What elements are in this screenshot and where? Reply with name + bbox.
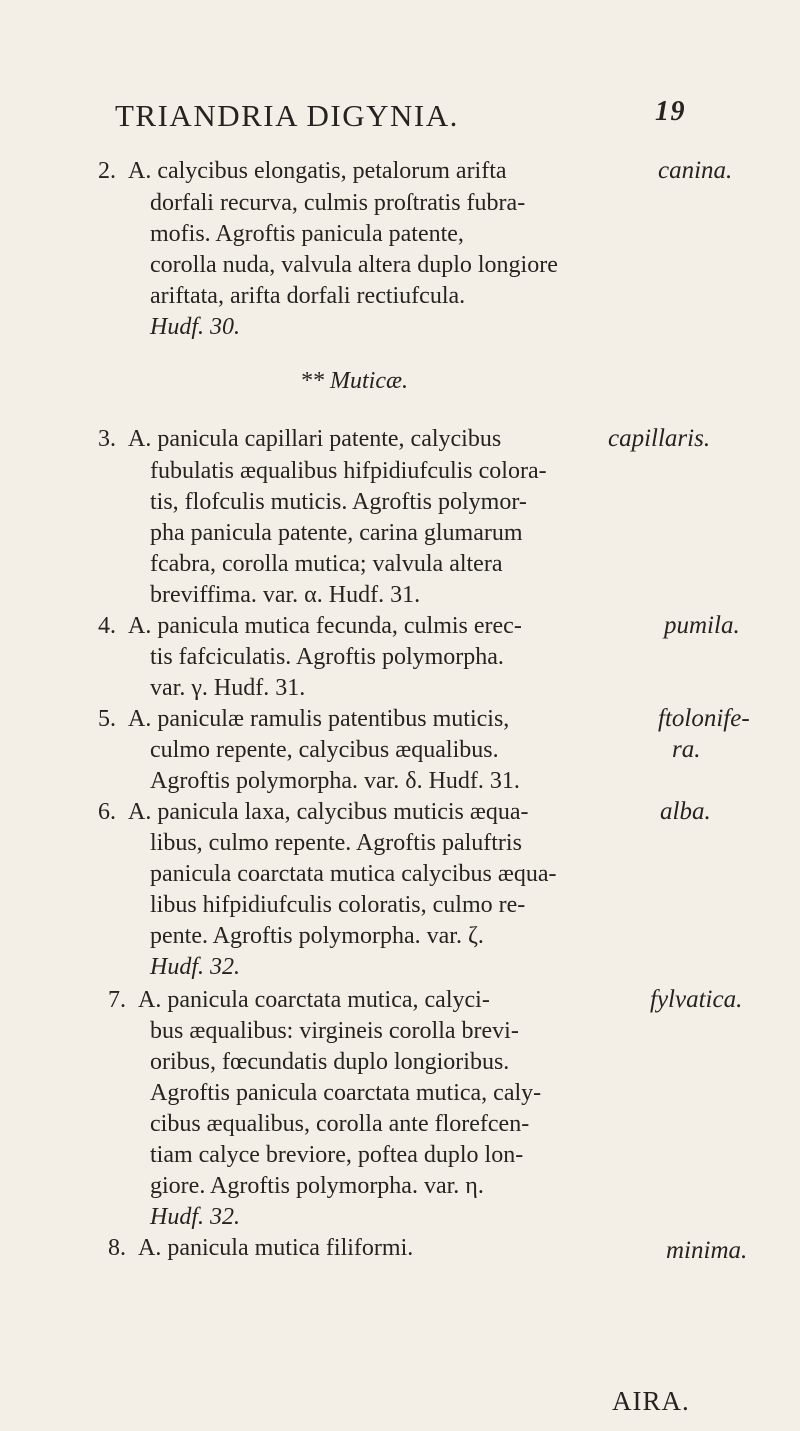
entry-line: A. panicula capillari patente, calycibus bbox=[128, 426, 502, 452]
species-name: pumila. bbox=[664, 612, 740, 639]
entry-line: A. paniculæ ramulis patentibus muticis, bbox=[128, 706, 510, 732]
entry-line: ariftata, arifta dorfali rectiufcula. bbox=[150, 283, 466, 309]
entry-line: mofis. Agroftis panicula patente, bbox=[150, 221, 464, 247]
section-heading: ** Muticæ. bbox=[300, 368, 408, 394]
entry-line: tis, flofculis muticis. Agroftis polymor- bbox=[150, 489, 527, 515]
entry-line: panicula coarctata mutica calycibus æqua- bbox=[150, 861, 557, 887]
entry-line: A. panicula mutica filiformi. bbox=[138, 1235, 414, 1261]
species-name: alba. bbox=[660, 798, 711, 825]
entry-line: fcabra, corolla mutica; valvula altera bbox=[150, 551, 503, 577]
entry-line: var. γ. Hudf. 31. bbox=[150, 675, 306, 701]
entry-number: 3. bbox=[98, 426, 116, 452]
entry-line: A. calycibus elongatis, petalorum arifta bbox=[128, 158, 507, 184]
entry-line: libus, culmo repente. Agroftis paluftris bbox=[150, 830, 522, 856]
entry-number: 5. bbox=[98, 706, 116, 732]
entry-line: A. panicula coarctata mutica, calyci- bbox=[138, 987, 490, 1013]
entry-line: culmo repente, calycibus æqualibus. bbox=[150, 737, 499, 763]
entry-line: giore. Agroftis polymorpha. var. η. bbox=[150, 1173, 484, 1199]
catchword: AIRA. bbox=[612, 1386, 690, 1416]
species-name: capillaris. bbox=[608, 425, 711, 452]
entry-number: 4. bbox=[98, 613, 116, 639]
running-title: TRIANDRIA DIGYNIA. bbox=[115, 98, 459, 133]
entry-line: pente. Agroftis polymorpha. var. ζ. bbox=[150, 923, 484, 949]
entry-line: Hudf. 32. bbox=[150, 954, 240, 980]
entry-number: 8. bbox=[108, 1235, 126, 1261]
entry-line: dorfali recurva, culmis proſtratis fubra- bbox=[150, 190, 526, 216]
entry-line: oribus, fœcundatis duplo longioribus. bbox=[150, 1049, 510, 1075]
species-name: fylvatica. bbox=[650, 986, 743, 1013]
entry-line: A. panicula laxa, calycibus muticis æqua- bbox=[128, 799, 529, 825]
entry-line: cibus æqualibus, corolla ante florefcen- bbox=[150, 1111, 530, 1137]
entry-line: fubulatis æqualibus hifpidiufculis colora- bbox=[150, 458, 547, 484]
entry-line: libus hifpidiufculis coloratis, culmo re- bbox=[150, 892, 526, 918]
entry-line: Hudf. 32. bbox=[150, 1204, 240, 1230]
species-name-continued: ra. bbox=[672, 736, 701, 763]
entry-line: breviffima. var. α. Hudf. 31. bbox=[150, 582, 421, 608]
entry-line: Agroftis panicula coarctata mutica, caly- bbox=[150, 1080, 542, 1106]
page-number: 19 bbox=[655, 96, 686, 127]
species-name: minima. bbox=[666, 1237, 748, 1264]
entry-line: bus æqualibus: virgineis corolla brevi- bbox=[150, 1018, 519, 1044]
entry-line: A. panicula mutica fecunda, culmis erec- bbox=[128, 613, 522, 639]
entry-line: tiam calyce breviore, poftea duplo lon- bbox=[150, 1142, 524, 1168]
species-name: canina. bbox=[658, 157, 733, 184]
entry-line: Agroftis polymorpha. var. δ. Hudf. 31. bbox=[150, 768, 520, 794]
entry-line: tis fafciculatis. Agroftis polymorpha. bbox=[150, 644, 504, 670]
entry-line: pha panicula patente, carina glumarum bbox=[150, 520, 523, 546]
entry-number: 6. bbox=[98, 799, 116, 825]
entry-number: 7. bbox=[108, 987, 126, 1013]
entry-line: Hudf. 30. bbox=[150, 314, 240, 340]
entry-line: corolla nuda, valvula altera duplo longiore bbox=[150, 252, 558, 278]
entry-number: 2. bbox=[98, 158, 116, 184]
species-name: ftolonife- bbox=[658, 705, 750, 732]
